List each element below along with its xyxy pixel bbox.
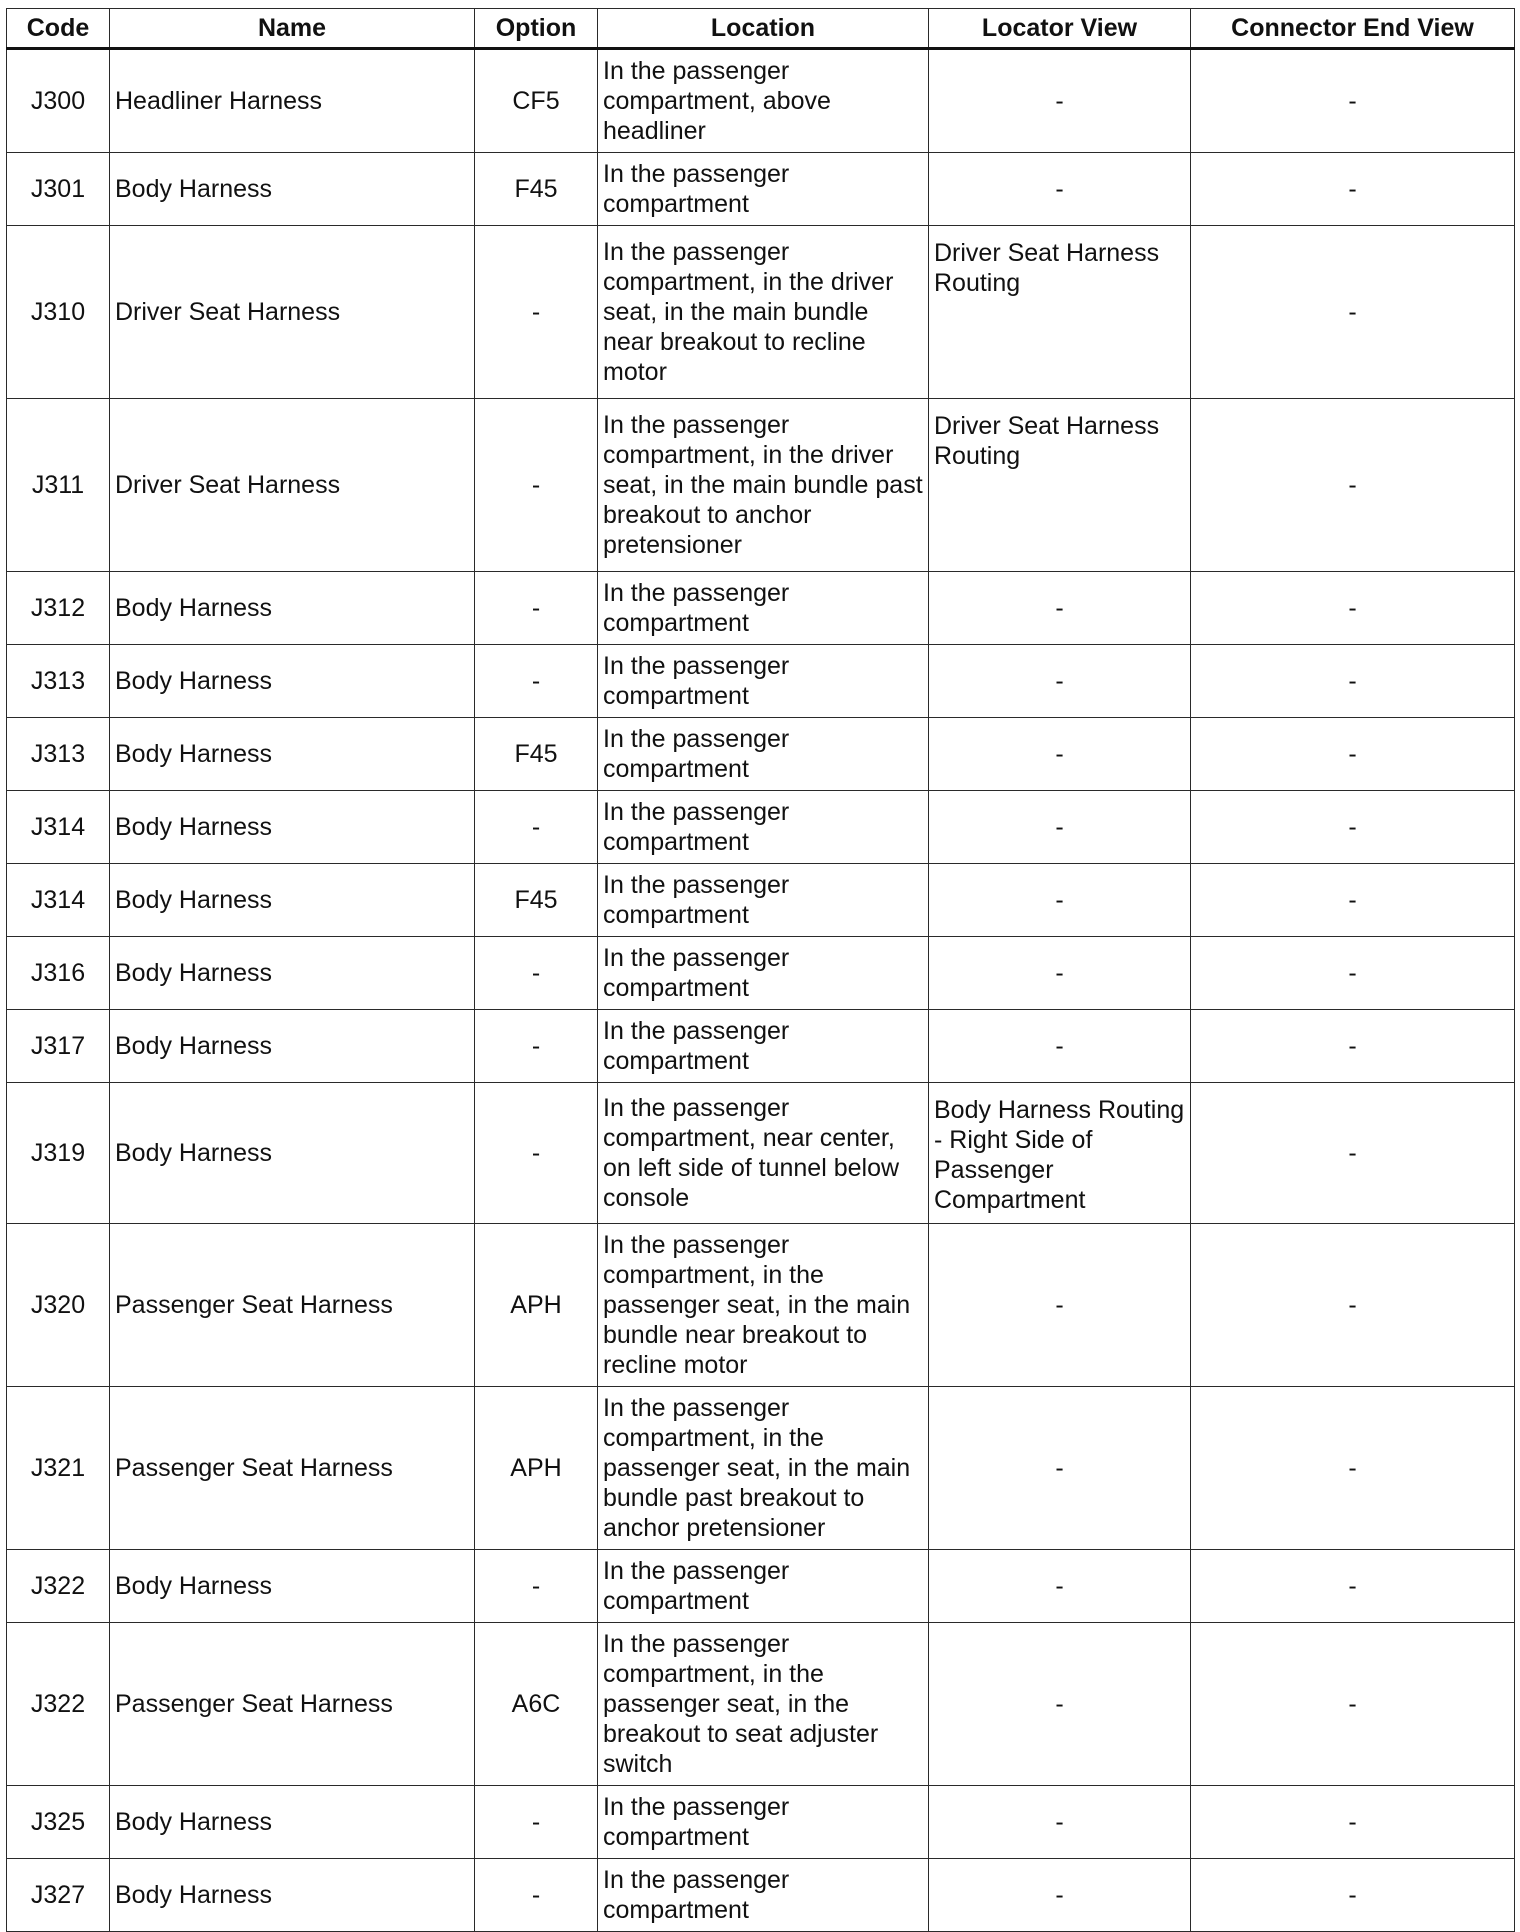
locator-view-cell: - xyxy=(929,1550,1191,1623)
column-header-location: Location xyxy=(598,9,929,49)
option-cell: - xyxy=(475,226,598,399)
table-header xyxy=(7,9,1515,49)
connector-end-view-cell: - xyxy=(1191,864,1515,937)
option-cell: F45 xyxy=(475,153,598,226)
code-cell: J316 xyxy=(7,937,110,1010)
location-cell: In the passenger compartment, in the passenger seat, in the main bundle past breakout to anchor pretensioner xyxy=(598,1387,929,1550)
table-row xyxy=(7,399,1515,572)
code-cell: J314 xyxy=(7,791,110,864)
column-header-locator-view: Locator View xyxy=(929,9,1191,49)
column-header-code: Code xyxy=(7,9,110,49)
connector-end-view-cell: - xyxy=(1191,718,1515,791)
option-cell: APH xyxy=(475,1224,598,1387)
name-cell: Body Harness xyxy=(110,718,475,791)
table-row xyxy=(7,1083,1515,1224)
location-cell: In the passenger compartment xyxy=(598,937,929,1010)
location-cell: In the passenger compartment xyxy=(598,1010,929,1083)
code-cell: J317 xyxy=(7,1010,110,1083)
locator-view-cell: Driver Seat Harness Routing xyxy=(929,226,1191,399)
location-cell: In the passenger compartment xyxy=(598,1786,929,1859)
name-cell: Body Harness xyxy=(110,1786,475,1859)
location-cell: In the passenger compartment, in the passenger seat, in the main bundle near breakout to recline motor xyxy=(598,1224,929,1387)
table-row xyxy=(7,226,1515,399)
code-cell: J320 xyxy=(7,1224,110,1387)
name-cell: Driver Seat Harness xyxy=(110,399,475,572)
locator-view-cell: Driver Seat Harness Routing xyxy=(929,399,1191,572)
name-cell: Body Harness xyxy=(110,1859,475,1932)
table-row xyxy=(7,1224,1515,1387)
code-cell: J313 xyxy=(7,645,110,718)
option-cell: - xyxy=(475,1859,598,1932)
option-cell: - xyxy=(475,572,598,645)
name-cell: Passenger Seat Harness xyxy=(110,1387,475,1550)
option-cell: - xyxy=(475,1010,598,1083)
column-header-option: Option xyxy=(475,9,598,49)
table-row xyxy=(7,1010,1515,1083)
option-cell: A6C xyxy=(475,1623,598,1786)
option-cell: - xyxy=(475,1786,598,1859)
table-row xyxy=(7,1859,1515,1932)
table-row xyxy=(7,791,1515,864)
name-cell: Body Harness xyxy=(110,1083,475,1224)
table-row xyxy=(7,1623,1515,1786)
locator-view-cell: - xyxy=(929,645,1191,718)
code-cell: J310 xyxy=(7,226,110,399)
header-row xyxy=(7,9,1515,49)
location-cell: In the passenger compartment, in the driver seat, in the main bundle past breakout to anchor pretensioner xyxy=(598,399,929,572)
code-cell: J321 xyxy=(7,1387,110,1550)
locator-view-cell: - xyxy=(929,49,1191,153)
code-cell: J322 xyxy=(7,1623,110,1786)
code-cell: J327 xyxy=(7,1859,110,1932)
table-row xyxy=(7,153,1515,226)
column-header-name: Name xyxy=(110,9,475,49)
name-cell: Passenger Seat Harness xyxy=(110,1623,475,1786)
code-cell: J311 xyxy=(7,399,110,572)
code-cell: J300 xyxy=(7,49,110,153)
locator-view-cell: - xyxy=(929,153,1191,226)
connector-end-view-cell: - xyxy=(1191,1083,1515,1224)
name-cell: Body Harness xyxy=(110,791,475,864)
connector-end-view-cell: - xyxy=(1191,1859,1515,1932)
locator-view-cell: - xyxy=(929,864,1191,937)
option-cell: - xyxy=(475,937,598,1010)
code-cell: J301 xyxy=(7,153,110,226)
name-cell: Body Harness xyxy=(110,153,475,226)
name-cell: Body Harness xyxy=(110,1550,475,1623)
location-cell: In the passenger compartment, near center, on left side of tunnel below console xyxy=(598,1083,929,1224)
locator-view-cell: - xyxy=(929,1224,1191,1387)
column-header-connector-end-view: Connector End View xyxy=(1191,9,1515,49)
table-row xyxy=(7,718,1515,791)
locator-view-cell: - xyxy=(929,791,1191,864)
locator-view-cell: - xyxy=(929,1859,1191,1932)
location-cell: In the passenger compartment xyxy=(598,645,929,718)
locator-view-cell: - xyxy=(929,1786,1191,1859)
location-cell: In the passenger compartment xyxy=(598,1859,929,1932)
connector-end-view-cell: - xyxy=(1191,1786,1515,1859)
name-cell: Body Harness xyxy=(110,572,475,645)
connector-end-view-cell: - xyxy=(1191,1550,1515,1623)
locator-view-cell: - xyxy=(929,1623,1191,1786)
connector-end-view-cell: - xyxy=(1191,645,1515,718)
connector-end-view-cell: - xyxy=(1191,399,1515,572)
table-row xyxy=(7,1550,1515,1623)
option-cell: - xyxy=(475,645,598,718)
connector-end-view-cell: - xyxy=(1191,1623,1515,1786)
table-row xyxy=(7,864,1515,937)
location-cell: In the passenger compartment xyxy=(598,791,929,864)
table-row xyxy=(7,572,1515,645)
connector-end-view-cell: - xyxy=(1191,1387,1515,1550)
connector-end-view-cell: - xyxy=(1191,153,1515,226)
code-cell: J322 xyxy=(7,1550,110,1623)
connector-end-view-cell: - xyxy=(1191,572,1515,645)
table-body xyxy=(7,49,1515,1932)
name-cell: Body Harness xyxy=(110,864,475,937)
locator-view-cell: - xyxy=(929,1010,1191,1083)
table-row xyxy=(7,49,1515,153)
option-cell: - xyxy=(475,399,598,572)
location-cell: In the passenger compartment xyxy=(598,1550,929,1623)
locator-view-cell: - xyxy=(929,718,1191,791)
option-cell: F45 xyxy=(475,718,598,791)
name-cell: Body Harness xyxy=(110,645,475,718)
locator-view-cell: Body Harness Routing - Right Side of Passenger Compartment xyxy=(929,1083,1191,1224)
option-cell: F45 xyxy=(475,864,598,937)
location-cell: In the passenger compartment xyxy=(598,153,929,226)
location-cell: In the passenger compartment xyxy=(598,864,929,937)
connector-end-view-cell: - xyxy=(1191,1010,1515,1083)
connector-end-view-cell: - xyxy=(1191,226,1515,399)
connector-end-view-cell: - xyxy=(1191,791,1515,864)
option-cell: - xyxy=(475,1550,598,1623)
code-cell: J319 xyxy=(7,1083,110,1224)
code-cell: J325 xyxy=(7,1786,110,1859)
location-cell: In the passenger compartment, in the driver seat, in the main bundle near breakout to recline motor xyxy=(598,226,929,399)
locator-view-cell: - xyxy=(929,572,1191,645)
name-cell: Driver Seat Harness xyxy=(110,226,475,399)
table-row xyxy=(7,1387,1515,1550)
connector-end-view-cell: - xyxy=(1191,1224,1515,1387)
connector-table-sheet xyxy=(6,8,1514,1932)
name-cell: Body Harness xyxy=(110,1010,475,1083)
option-cell: CF5 xyxy=(475,49,598,153)
table-row xyxy=(7,937,1515,1010)
name-cell: Body Harness xyxy=(110,937,475,1010)
location-cell: In the passenger compartment xyxy=(598,572,929,645)
code-cell: J314 xyxy=(7,864,110,937)
location-cell: In the passenger compartment, above headliner xyxy=(598,49,929,153)
locator-view-cell: - xyxy=(929,1387,1191,1550)
location-cell: In the passenger compartment xyxy=(598,718,929,791)
name-cell: Passenger Seat Harness xyxy=(110,1224,475,1387)
option-cell: - xyxy=(475,791,598,864)
option-cell: APH xyxy=(475,1387,598,1550)
code-cell: J312 xyxy=(7,572,110,645)
connector-end-view-cell: - xyxy=(1191,49,1515,153)
name-cell: Headliner Harness xyxy=(110,49,475,153)
table-row xyxy=(7,1786,1515,1859)
locator-view-cell: - xyxy=(929,937,1191,1010)
code-cell: J313 xyxy=(7,718,110,791)
connector-table xyxy=(6,8,1515,1932)
table-row xyxy=(7,645,1515,718)
location-cell: In the passenger compartment, in the passenger seat, in the breakout to seat adjuster switch xyxy=(598,1623,929,1786)
option-cell: - xyxy=(475,1083,598,1224)
connector-end-view-cell: - xyxy=(1191,937,1515,1010)
